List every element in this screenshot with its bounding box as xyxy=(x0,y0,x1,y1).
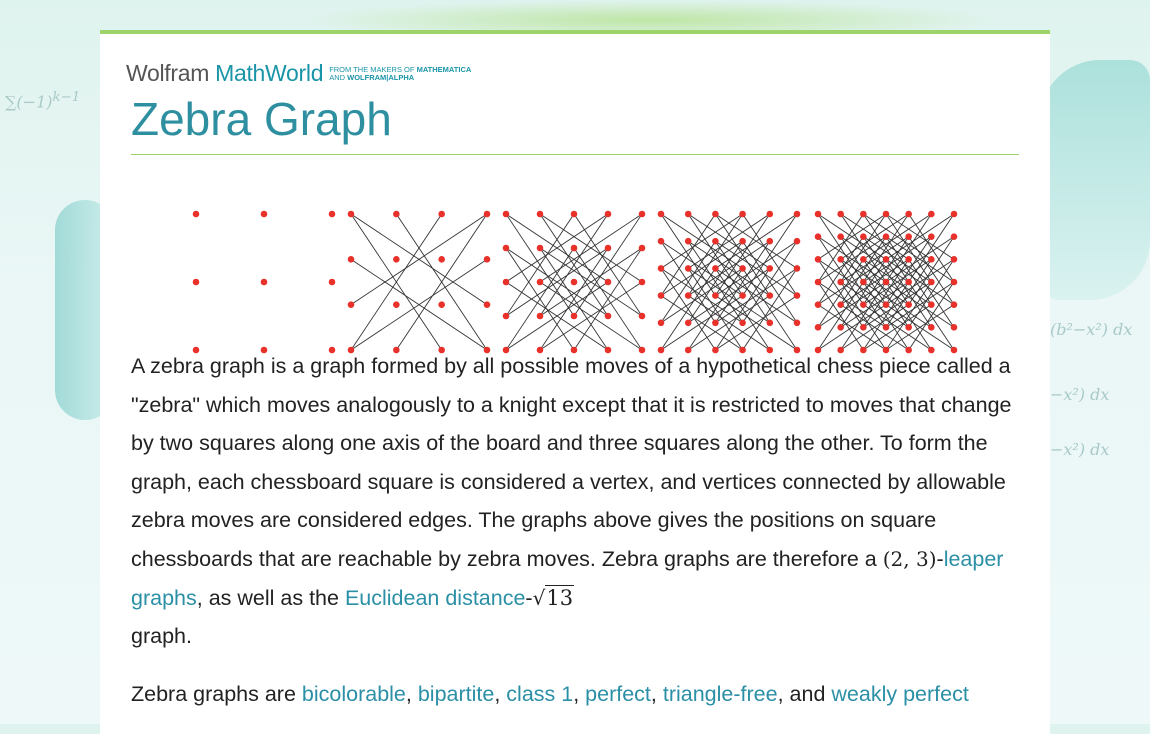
graph-vertex xyxy=(193,279,200,286)
graph-vertex xyxy=(685,320,692,327)
graph-vertex xyxy=(928,211,935,218)
graph-vertex xyxy=(537,211,544,218)
background-formula: (b²−x²) dx xyxy=(1050,320,1133,339)
graph-vertex xyxy=(712,292,719,299)
graph-vertex xyxy=(794,211,801,218)
graph-vertex xyxy=(837,233,844,240)
graph-vertex xyxy=(794,265,801,272)
zebra-graph-7x7 xyxy=(815,211,958,354)
graph-vertex xyxy=(883,279,890,286)
link-leaper-graphs[interactable]: leaper graphs xyxy=(131,546,1004,610)
graph-vertex xyxy=(658,320,665,327)
graph-vertex xyxy=(951,279,958,286)
tagline-mathematica: MATHEMATICA xyxy=(416,64,472,74)
graph-vertex xyxy=(348,256,355,263)
graph-vertex xyxy=(712,320,719,327)
graph-vertex xyxy=(951,233,958,240)
graph-vertex xyxy=(860,301,867,308)
graph-vertex xyxy=(712,238,719,245)
graph-vertex xyxy=(951,324,958,331)
graph-vertex xyxy=(685,211,692,218)
graph-vertex xyxy=(393,211,400,218)
graph-vertex xyxy=(837,256,844,263)
graph-vertex xyxy=(794,292,801,299)
graph-vertex xyxy=(438,301,445,308)
graph-vertex xyxy=(537,279,544,286)
graph-vertex xyxy=(883,256,890,263)
graph-vertex xyxy=(767,320,774,327)
graph-vertex xyxy=(928,301,935,308)
graph-vertex xyxy=(837,211,844,218)
text: , xyxy=(405,682,418,706)
graph-vertex xyxy=(639,211,646,218)
graph-vertex xyxy=(739,211,746,218)
graph-vertex xyxy=(767,211,774,218)
graph-vertex xyxy=(537,313,544,320)
graph-vertex xyxy=(860,256,867,263)
graph-vertex xyxy=(503,245,510,252)
graph-vertex xyxy=(605,279,612,286)
graph-vertex xyxy=(860,211,867,218)
logo-mathworld: MathWorld xyxy=(215,60,324,86)
background-formula: $\sum(-1)^{k-1}$ xyxy=(5,90,81,112)
text: , as well as the xyxy=(196,585,345,610)
graph-vertex xyxy=(815,279,822,286)
math-2-3: (2, 3) xyxy=(882,546,937,571)
graph-vertex xyxy=(605,245,612,252)
link-weakly-perfect[interactable]: weakly perfect xyxy=(831,682,969,706)
graph-vertex xyxy=(905,279,912,286)
graph-vertex xyxy=(348,301,355,308)
graph-vertex xyxy=(685,238,692,245)
graph-vertex xyxy=(739,292,746,299)
background-formula: −x²) dx xyxy=(1050,440,1110,459)
graph-vertex xyxy=(712,211,719,218)
zebra-graph-figure xyxy=(100,169,1050,369)
text: , xyxy=(573,682,586,706)
graph-vertex xyxy=(837,279,844,286)
tagline-and: AND xyxy=(329,72,346,82)
graph-vertex xyxy=(605,211,612,218)
zebra-graph-3x3 xyxy=(193,211,336,354)
graph-vertex xyxy=(685,292,692,299)
logo-wolfram: Wolfram xyxy=(126,60,210,86)
graph-vertex xyxy=(639,245,646,252)
graph-vertex xyxy=(794,238,801,245)
tagline-text: FROM THE MAKERS OF xyxy=(329,64,415,74)
graph-vertex xyxy=(484,211,491,218)
graph-vertex xyxy=(503,211,510,218)
page-title: Zebra Graph xyxy=(131,93,392,145)
graph-vertex xyxy=(658,211,665,218)
graph-vertex xyxy=(794,320,801,327)
graph-vertex xyxy=(951,256,958,263)
graph-vertex xyxy=(503,279,510,286)
graph-vertex xyxy=(883,301,890,308)
graph-vertex xyxy=(329,211,336,218)
zebra-graph-6x6 xyxy=(658,211,801,354)
graph-vertex xyxy=(905,233,912,240)
graph-vertex xyxy=(193,211,200,218)
graph-vertex xyxy=(739,238,746,245)
graph-vertex xyxy=(837,301,844,308)
graph-vertex xyxy=(685,265,692,272)
graph-vertex xyxy=(348,211,355,218)
text: graph. xyxy=(131,624,192,649)
background-formula: −x²) dx xyxy=(1050,385,1110,404)
article-card xyxy=(100,30,1050,734)
title-divider xyxy=(131,154,1019,155)
link-bicolorable[interactable]: bicolorable xyxy=(301,682,406,706)
graph-vertex xyxy=(860,233,867,240)
graph-vertex xyxy=(815,256,822,263)
graph-vertex xyxy=(883,233,890,240)
graph-vertex xyxy=(393,256,400,263)
link-perfect[interactable]: perfect xyxy=(585,682,651,706)
graph-vertex xyxy=(438,256,445,263)
graph-vertex xyxy=(883,211,890,218)
definition-paragraph xyxy=(131,347,1021,656)
graph-vertex xyxy=(767,238,774,245)
graph-vertex xyxy=(484,256,491,263)
graph-vertex xyxy=(639,279,646,286)
graph-vertex xyxy=(837,324,844,331)
text: A zebra graph is a graph formed by all possible moves of a hypothetical chess piece called a "zebra" which moves analogously to a knight except that it is restricted to moves that change by two squares along one axis of the board and three squares along the other. To form the graph, each chessboard square is considered a vertex, and vertices connected by allowable zebra moves are considered edges. The graphs above gives the positions on square chessboards that are reachable by zebra moves. Zebra graphs are therefore a xyxy=(131,354,1012,571)
graph-vertex xyxy=(767,292,774,299)
background-decoration xyxy=(1040,60,1150,300)
graph-vertex xyxy=(951,301,958,308)
graph-vertex xyxy=(905,256,912,263)
graph-vertex xyxy=(438,211,445,218)
text: Zebra graphs are xyxy=(131,682,302,706)
graph-vertex xyxy=(905,211,912,218)
graph-vertex xyxy=(883,324,890,331)
sqrt-13: √13 xyxy=(532,585,574,610)
link-class-1[interactable]: class 1 xyxy=(506,682,574,706)
graph-vertex xyxy=(767,265,774,272)
graph-vertex xyxy=(393,301,400,308)
tagline-wolframalpha: WOLFRAM|ALPHA xyxy=(347,72,415,82)
logo-tagline xyxy=(329,66,471,82)
graph-vertex xyxy=(571,313,578,320)
graph-vertex xyxy=(905,324,912,331)
graph-vertex xyxy=(860,324,867,331)
graph-vertex xyxy=(860,279,867,286)
graph-vertex xyxy=(928,233,935,240)
text: , xyxy=(650,682,663,706)
graph-vertex xyxy=(658,238,665,245)
graph-vertex xyxy=(261,279,268,286)
graph-vertex xyxy=(329,279,336,286)
graph-vertex xyxy=(815,233,822,240)
graph-vertex xyxy=(639,313,646,320)
graph-vertex xyxy=(571,211,578,218)
graph-vertex xyxy=(571,279,578,286)
graph-vertex xyxy=(905,301,912,308)
graph-vertex xyxy=(503,313,510,320)
link-euclidean-distance[interactable]: Euclidean distance xyxy=(344,585,526,610)
graph-vertex xyxy=(537,245,544,252)
text: - xyxy=(525,585,533,610)
wolfram-mathworld-logo[interactable] xyxy=(126,60,471,87)
graph-vertex xyxy=(712,265,719,272)
graph-vertex xyxy=(815,301,822,308)
graph-vertex xyxy=(658,265,665,272)
graph-vertex xyxy=(928,324,935,331)
sqrt-radicand: 13 xyxy=(546,585,574,610)
zebra-graph-5x5 xyxy=(503,211,646,354)
graph-vertex xyxy=(815,211,822,218)
graph-vertex xyxy=(928,279,935,286)
zebra-graph-4x4 xyxy=(348,211,491,354)
graph-vertex xyxy=(484,301,491,308)
text: , and xyxy=(777,682,832,706)
graph-vertex xyxy=(261,211,268,218)
properties-paragraph xyxy=(131,675,1021,714)
graph-vertex xyxy=(739,320,746,327)
graph-vertex xyxy=(571,245,578,252)
graph-vertex xyxy=(739,265,746,272)
link-triangle-free[interactable]: triangle-free xyxy=(662,682,778,706)
graph-vertex xyxy=(658,292,665,299)
text: , xyxy=(494,682,507,706)
graph-vertex xyxy=(815,324,822,331)
link-bipartite[interactable]: bipartite xyxy=(417,682,495,706)
text: - xyxy=(936,546,944,571)
graph-vertex xyxy=(951,211,958,218)
graph-vertex xyxy=(928,256,935,263)
graph-vertex xyxy=(605,313,612,320)
